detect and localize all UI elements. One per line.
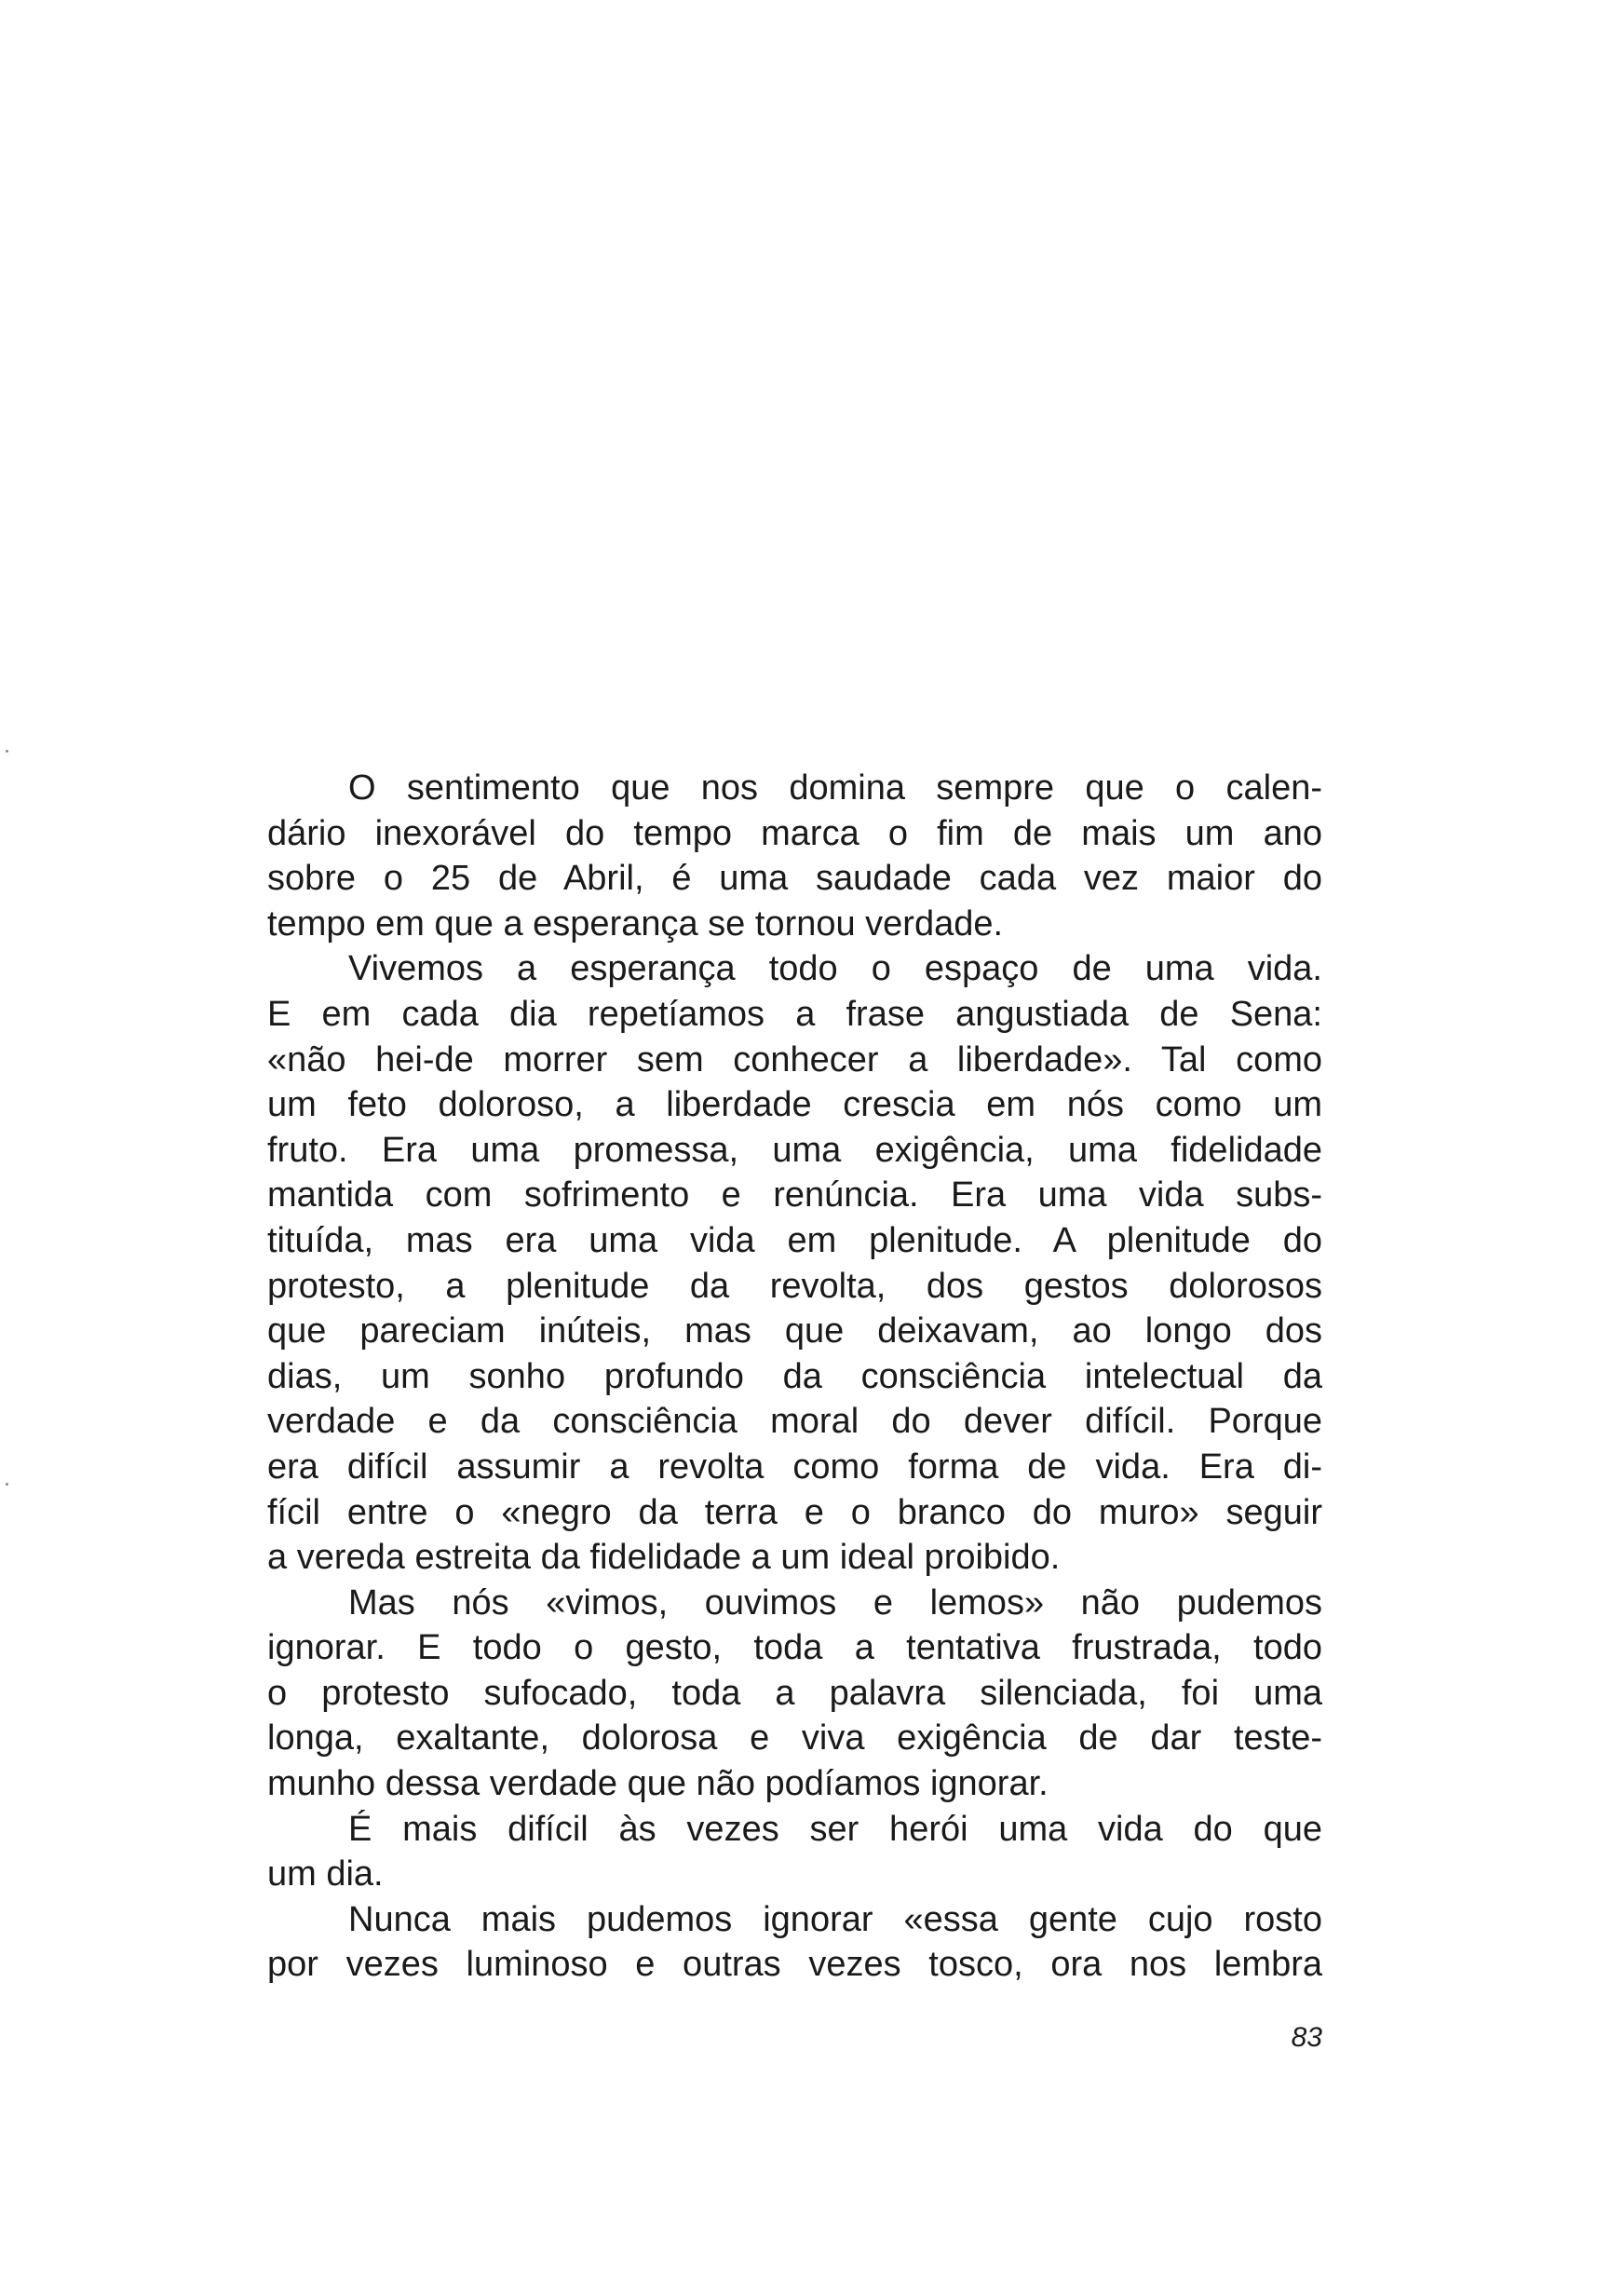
text-line: sobre o 25 de Abril, é uma saudade cada vez maior do [267,859,1322,899]
text-line: a vereda estreita da fidelidade a um ideal proibido. [267,1538,1061,1578]
text-line: por vezes luminoso e outras vezes tosco, ora nos lembra [267,1945,1322,1985]
text-line: Nunca mais pudemos ignorar «essa gente cujo rosto [348,1899,1322,1939]
text-line: protesto, a plenitude da revolta, dos gestos dolorosos [267,1266,1322,1306]
body-text [267,766,1322,1988]
text-line: tempo em que a esperança se tornou verdade. [267,903,1004,944]
text-line: dário inexorável do tempo marca o fim de mais um ano [267,813,1322,853]
text-line: É mais difícil às vezes ser herói uma vida do que [348,1809,1322,1849]
text-line: que pareciam inúteis, mas que deixavam, ao longo dos [267,1311,1322,1351]
text-line: um dia. [267,1854,384,1894]
page-number: 83 [1291,2022,1322,2053]
text-line: fruto. Era uma promessa, uma exigência, uma fidelidade [267,1130,1322,1170]
scan-edge-mark [6,750,8,753]
text-line: tituída, mas era uma vida em plenitude. A plenitude do [267,1220,1322,1260]
text-line: fícil entre o «negro da terra e o branco do muro» seguir [267,1492,1322,1532]
text-line: era difícil assumir a revolta como forma de vida. Era di- [267,1446,1322,1487]
text-line: Vivemos a esperança todo o espaço de uma vida. [348,949,1322,989]
text-line: munho dessa verdade que não podíamos ignorar. [267,1764,1049,1804]
text-line: E em cada dia repetíamos a frase angustiada de Sena: [267,994,1322,1034]
text-line: longa, exaltante, dolorosa e viva exigência de dar teste- [267,1718,1322,1759]
text-line: o protesto sufocado, toda a palavra silenciada, foi uma [267,1673,1322,1713]
text-line: verdade e da consciência moral do dever difícil. Porque [267,1402,1322,1442]
text-line: dias, um sonho profundo da consciência intelectual da [267,1356,1322,1396]
text-line: Mas nós «vimos, ouvimos e lemos» não pudemos [348,1582,1322,1623]
scan-edge-mark [6,1483,8,1486]
text-line: «não hei-de morrer sem conhecer a liberdade». Tal como [267,1039,1322,1080]
text-line: mantida com sofrimento e renúncia. Era uma vida subs- [267,1175,1322,1215]
text-line: ignorar. E todo o gesto, toda a tentativa frustrada, todo [267,1628,1322,1668]
text-line: um feto doloroso, a liberdade crescia em nós como um [267,1085,1322,1125]
text-line: O sentimento que nos domina sempre que o calen- [348,768,1322,808]
